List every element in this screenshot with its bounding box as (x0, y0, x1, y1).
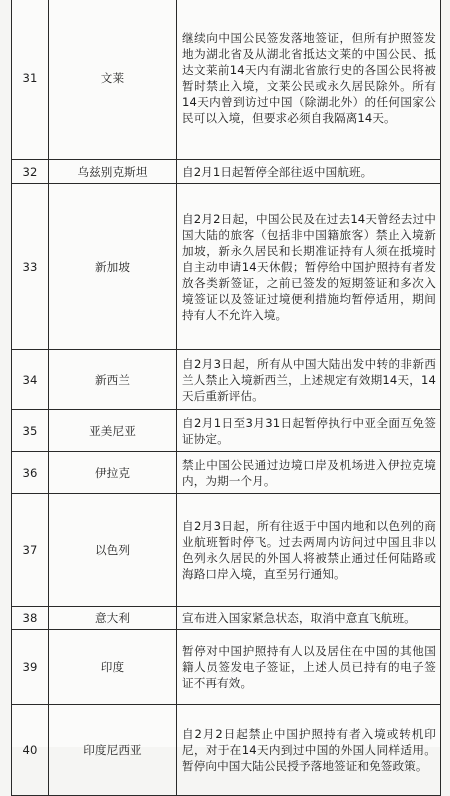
country-name: 以色列 (49, 494, 177, 607)
country-name: 文莱 (49, 0, 177, 160)
policy-text: 暂停对中国护照持有人以及居住在中国的其他国籍人员签发电子签证，上述人员已持有的电子签证不再有效。 (177, 630, 441, 705)
policy-text: 自2月1日至3月31日起暂停执行中亚全面互免签证协定。 (177, 410, 441, 452)
document-page (11, 0, 441, 773)
country-name: 新西兰 (49, 350, 177, 410)
country-name: 亚美尼亚 (49, 410, 177, 452)
row-number: 37 (12, 494, 49, 607)
row-number: 34 (12, 350, 49, 410)
table-row (12, 607, 441, 630)
table-row (12, 452, 441, 494)
row-number: 35 (12, 410, 49, 452)
policy-text: 自2月1日起暂停全部往返中国航班。 (177, 160, 441, 184)
row-number: 40 (12, 705, 49, 796)
row-number: 33 (12, 184, 49, 350)
country-policy-table (11, 0, 441, 796)
row-number: 38 (12, 607, 49, 630)
table-row (12, 0, 441, 160)
policy-text: 自2月2日起禁止中国护照持有者入境或转机印尼，对于在14天内到过中国的外国人同样适用。暂停向中国大陆公民授予落地签证和免签政策。 (177, 705, 441, 796)
country-name: 意大利 (49, 607, 177, 630)
country-name: 新加坡 (49, 184, 177, 350)
table-row (12, 494, 441, 607)
table-row (12, 350, 441, 410)
policy-text: 宣布进入国家紧急状态，取消中意直飞航班。 (177, 607, 441, 630)
row-number: 32 (12, 160, 49, 184)
table-row (12, 410, 441, 452)
row-number: 31 (12, 0, 49, 160)
table-row (12, 160, 441, 184)
policy-text: 自2月3日起，所有从中国大陆出发中转的非新西兰人禁止入境新西兰，上述规定有效期14天，14天后重新评估。 (177, 350, 441, 410)
country-name: 印度 (49, 630, 177, 705)
policy-text: 继续向中国公民签发落地签证，但所有护照签发地为湖北省及从湖北省抵达文莱的中国公民、抵达文莱前14天内有湖北省旅行史的各国公民将被暂时禁止入境，文莱公民或永久居民除外。所有14天内曾到访过中国（除湖北外）的任何国家公民可以入境，但要求必须自我隔离14天。 (177, 0, 441, 160)
country-name: 乌兹别克斯坦 (49, 160, 177, 184)
row-number: 39 (12, 630, 49, 705)
policy-text: 自2月2日起，中国公民及在过去14天曾经去过中国大陆的旅客（包括非中国籍旅客）禁止入境新加坡，新永久居民和长期准证持有人须在抵境时自主动申请14天休假；暂停给中国护照持有者发放各类新签证，之前已签发的短期签证和多次入境签证以及签证过境便利措施均暂停适用，期间持有人不允许入境。 (177, 184, 441, 350)
table-row (12, 705, 441, 796)
row-number: 36 (12, 452, 49, 494)
policy-text: 自2月3日起，所有往返于中国内地和以色列的商业航班暂时停飞。过去两周内访问过中国且非以色列永久居民的外国人将被禁止通过任何陆路或海路口岸入境，直至另行通知。 (177, 494, 441, 607)
country-name: 印度尼西亚 (49, 705, 177, 796)
table-row (12, 630, 441, 705)
country-name: 伊拉克 (49, 452, 177, 494)
policy-text: 禁止中国公民通过边境口岸及机场进入伊拉克境内，为期一个月。 (177, 452, 441, 494)
table-row (12, 184, 441, 350)
